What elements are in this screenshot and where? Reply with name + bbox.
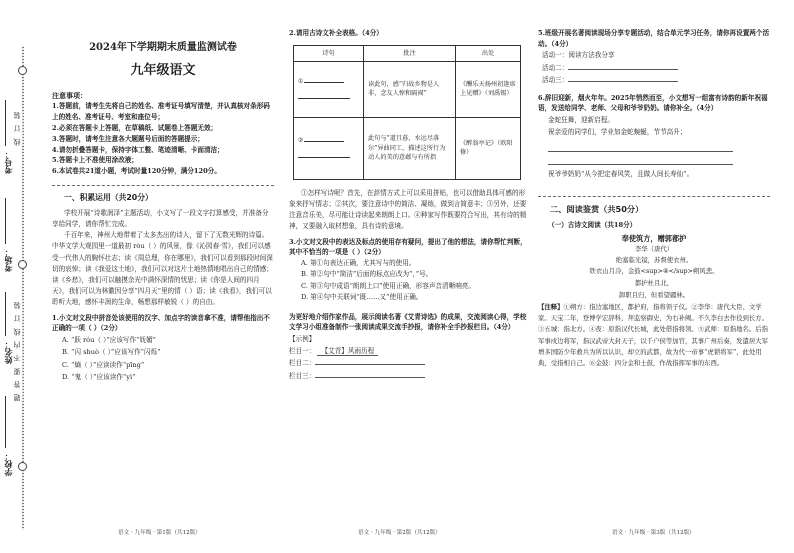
table-row: [294, 61, 521, 117]
answer-blank[interactable]: [298, 92, 350, 99]
binding-margin: [0, 0, 48, 553]
q3-option-d[interactable]: D. 第④句中关联词“既……又”使用正确。: [301, 293, 423, 302]
q3-option-b[interactable]: B. 第②句中“简洁”后面的标点应改为“，”号。: [301, 270, 433, 279]
question-3: 3.小文对文段中的表达及标点的使用存有疑问，提出了他的想法，请你帮忙判断，其中不恰当的一项是（ ）（2分）: [289, 237, 527, 257]
binding-hole-icon: [18, 66, 27, 75]
activity-row: [538, 74, 770, 87]
field-line-exam-number[interactable]: [5, 100, 6, 146]
answer-blank[interactable]: [315, 371, 425, 378]
table-header-line: 诗句: [294, 45, 364, 61]
binding-warning-text-lower: 题 答 要 不 内 线 订 装: [13, 300, 21, 402]
table-cell-source: 《醉翁亭记》（欧阳修）: [456, 117, 521, 179]
answer-blank[interactable]: [304, 76, 344, 83]
poem-line: 都护杜且北，: [634, 279, 674, 288]
divider: [538, 196, 770, 197]
column-page-2: [289, 24, 527, 382]
field-label-name: 姓名：: [3, 340, 13, 364]
table-cell-source: 《酬乐天扬州初逢席上见赠》（刘禹锡）: [456, 61, 521, 117]
field-label-school: 学校：: [3, 452, 13, 476]
activity-row: [538, 62, 770, 75]
table-cell-note: 读此句，感“归故乡物是人非，念友人悼和隔阂”: [364, 61, 456, 117]
blank-label: ②: [298, 137, 304, 145]
page-footer-2: 语文 · 九年级 · 第2版（共12版）: [358, 530, 441, 536]
column-row-3: [289, 370, 527, 383]
table-cell-note: 此句与“道且暮，水远尽落尔”异曲同工，描述这所行为动人的美的意蕴与有所指: [364, 117, 456, 179]
binding-warning-text: 线 订 装: [13, 110, 21, 146]
poem-line: 卸职且归，但看望疆林。: [618, 291, 690, 300]
q1-option-b[interactable]: B. “闪 shuò（ ）”应该写作“闪烁”: [62, 348, 161, 357]
answer-blank[interactable]: [298, 151, 350, 158]
example-label: 【示例】: [289, 334, 316, 343]
poem-line: 绝塞临光镜，苏督使衣州。: [615, 255, 693, 264]
page-footer-3: 语文 · 九年级 · 第3版（共12版）: [612, 530, 695, 536]
blank-label: ①: [298, 78, 304, 86]
column-page-1: [52, 34, 274, 384]
answer-blank[interactable]: [304, 135, 344, 142]
q1-option-d[interactable]: D. “鬼（ ）”应该读作“yì”: [62, 373, 136, 382]
column-page-3: [538, 24, 770, 369]
answer-blank[interactable]: [315, 358, 425, 365]
table-header-note: 批注: [364, 45, 456, 61]
binding-hole-icon: [18, 462, 27, 471]
question-1: 1.小文对文段中拼音处该使用的汉字、加点字的读音拿不准，请帮他指出不正确的一项（ ）（2分）: [52, 313, 270, 333]
notice-item: 4.请勿折叠答题卡，保持字体工整、笔迹清晰、卡面清洁；: [52, 145, 224, 154]
column-label: 栏目三：: [289, 371, 316, 380]
answer-blank[interactable]: [568, 75, 678, 82]
poem-title: 奉使筑方，赠郭都护: [621, 234, 687, 244]
page-footer-1: 语文 · 九年级 · 第1版（共12版）: [118, 530, 201, 536]
exam-subject: 九年级语文: [130, 63, 196, 78]
poem-author: 李华（唐代）: [634, 244, 674, 253]
field-line-exam-room[interactable]: [5, 198, 6, 244]
field-line-school[interactable]: [5, 396, 6, 448]
notice-item: 3.答题时，请考生注意各大题题号后面的答题提示；: [52, 134, 204, 143]
greeting-line: 金蛇狂舞，迎新启程。: [548, 115, 614, 124]
poem-table: [293, 45, 521, 180]
activity-label: 活动二：: [542, 63, 569, 72]
notice-item: 1.答题前，请考生先将自己的姓名、准考证号填写清楚，并认真核对条形码上的姓名、准考证号、考室和座位号；: [52, 102, 270, 121]
notice-item: 5.答题卡上不准使用涂改液；: [52, 156, 139, 165]
activity-label: 活动一：阅读方法我分享: [542, 51, 615, 60]
exam-title: 2024年下学期期末质量监测试卷: [89, 42, 237, 53]
section-heading-reading: 二、阅读鉴赏（共50分）: [550, 204, 644, 215]
notice-item: 2.必须在答题卡上答题，在草稿纸、试题卷上答题无效；: [52, 123, 218, 132]
field-line-name[interactable]: [5, 292, 6, 336]
divider: [52, 185, 274, 186]
answer-line[interactable]: [548, 155, 733, 165]
column-label: 栏目一：: [289, 346, 316, 355]
column-row-1: [289, 345, 527, 358]
answer-line[interactable]: [548, 142, 733, 152]
notice-heading: 注意事项：: [52, 90, 87, 100]
q3-option-a[interactable]: A. 第①句表达正确，尤其写与的使用。: [301, 258, 416, 267]
column-label: 栏目二：: [289, 359, 316, 368]
subsection-heading: （一）古诗文阅读（共18分）: [548, 220, 637, 229]
notes-text: ①朔方：指边塞地区，都护府，指将领子仪。②李华：唐代大臣、文学家。天宝二年，登博学宏辞科，拜监察御史，为右补阙。不久李白去作役到长方。③五城：指北方。④夜：原指汉代长城，此处借指将领。⑤武师：原指地名。后指军事戍边将军，指汉武帝大封天子，以千户侯等加官，其事广州后奏，发遣居大军增多国防少年救兵为所以认识，却立的武都，故为代一帝事“虎锁将军”，此处用典，受指相自己。⑥金鼓：四分金和士鼓，作战指挥军事的东西。: [538, 302, 769, 367]
binding-hole-icon: [18, 260, 27, 269]
example-value: 【艾青】风雨历程: [317, 347, 378, 356]
field-label-exam-room: 考场：: [3, 248, 13, 272]
poem-line: 铁衣山月冷，金鼓<sup>④</sup>朔风悲。: [589, 267, 719, 276]
column-row-2: [289, 357, 527, 370]
q1-option-c[interactable]: C. “熵（ ）”应读读作“pīng”: [62, 360, 145, 369]
table-cell-blank[interactable]: [294, 117, 364, 179]
table-cell-blank[interactable]: [294, 61, 364, 117]
greeting-line: 祝爷爷奶奶“从今把定春风笑，且做人间长寿仙”。: [548, 169, 694, 178]
notes-heading: 【注释】: [538, 302, 564, 311]
passage-paragraph: 千百年来，神州大地带着了太多杰出的诗人，留下了无数光辉的诗篇。中华文学大观园里一道最初 ròu（ ）的风景，像《沁园春·雪》，我们可以感受一代伟人的胸怀壮志；读《周总理，你在哪里》，我们可以看到那段时间深切的哀悼；读《我爱这土地》，我们可以对这片土地热情地唱出自己的情感；读《乡愁》，我们可以触摸余光中满怀深情的忧思；读《你是人间的四月天》，我们可以为林徽因分享“四月天”里的情（ ）语；读《我看》，我们可以聆听大地，感怀丰润的生命，畅想那样敏锐（ ）的自由。: [52, 231, 273, 307]
poem-notes: [538, 302, 770, 369]
intro-paragraph: 学校开展“诗歌润泽”主题活动，小文写了一段文字打算感受，并准备分享给同学，请你帮忙完成。: [52, 208, 269, 229]
activity-row: [538, 49, 770, 62]
question-4: 为更好地介绍作家作品，展示阅读名著《艾青诗选》的成果，交流阅读心得，学校文学习小组准备制作一张阅读成果交流手抄报，请你补全手抄报栏目。（4分）: [289, 312, 527, 332]
activity-label: 活动三：: [542, 76, 569, 85]
question-5: 5.班级开展名著阅读现场分享专题活动，结合单元学习任务，请你再设置两个活动。（4分）: [538, 29, 770, 48]
q3-option-c[interactable]: C. 第③句中成语“朗朗上口”使用正确，形容声音清晰响亮。: [301, 281, 475, 290]
question-6: 6.辞旧迎新，烟火年年。2025年悄然而至，小文想写一组富有诗韵的新年祝福语，发送给同学、老师、父母和爷爷奶奶。请你补全。（4分）: [538, 93, 768, 113]
answer-blank[interactable]: [568, 63, 678, 70]
table-header-source: 出处: [456, 45, 521, 61]
greeting-line: 祝亲爱的同学们，学业加金蛇蜿蜒，节节高升；: [548, 128, 687, 137]
q1-option-a[interactable]: A. “跃 róu（ ）”应该写作“妩媚”: [62, 335, 157, 344]
section-heading-accumulation: 一、积累运用（共20分）: [64, 193, 153, 203]
notice-item: 6.本试卷共21道小题，考试时量120分钟，满分120分。: [52, 167, 221, 176]
field-label-exam-number: 考号：: [3, 150, 13, 174]
table-row: [294, 117, 521, 179]
writing-paragraph: ①怎样写诗呢？首先，在辞情方式上可以采用拼贴，也可以借助具体可感的形象来抒写情志；②其次，要注意诗中的简洁、凝练，做到言简意丰；③另外，还要注意音乐美，尽可能让诗读起来朗朗上口。④种家写作既要符合写出，其有诗的精神，又要融入取材想象，具有诗的意境。: [289, 188, 527, 231]
question-2: 2.请用古诗文补全表格。（4分）: [289, 29, 383, 37]
